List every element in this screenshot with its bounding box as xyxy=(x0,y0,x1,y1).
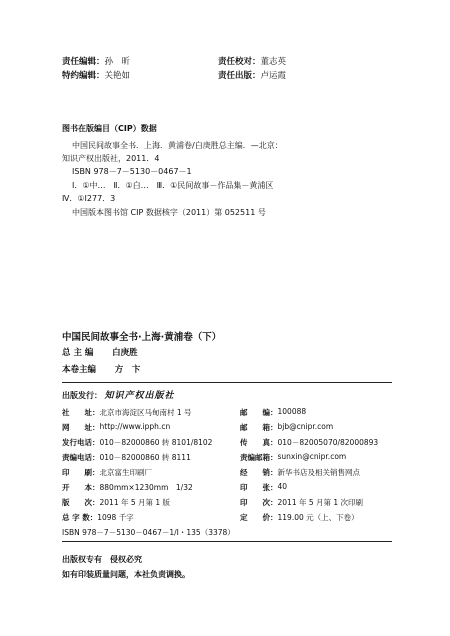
volume-editor-line xyxy=(62,363,140,375)
editor-label: 责任编辑： xyxy=(62,57,105,67)
info-label: 印 张： xyxy=(240,483,278,492)
print-manager-value: 卢运霞 xyxy=(260,71,287,81)
info-label: 邮 箱： xyxy=(240,423,278,432)
info-label: 责编电话： xyxy=(62,453,100,462)
info-value: 1098 千字 xyxy=(97,513,134,522)
info-value: 100088 xyxy=(277,407,307,416)
info-label: 发行电话： xyxy=(62,438,100,447)
info-value: sunxin@cnipr.com xyxy=(277,452,347,461)
info-row xyxy=(240,422,333,433)
info-label: 版 次： xyxy=(62,498,100,507)
proofreader-value: 董志英 xyxy=(260,57,287,67)
info-row xyxy=(240,437,378,448)
info-value: 北京市海淀区马甸南村 1 号 xyxy=(99,408,192,417)
info-top-rule xyxy=(62,382,392,383)
cip-heading: 图书在版编目（CIP）数据 xyxy=(62,124,157,133)
info-row xyxy=(240,467,360,478)
info-label: 总 字 数： xyxy=(62,513,98,522)
special-editor-label: 特约编辑： xyxy=(62,71,105,81)
cip-footer: 中国版本图书馆 CIP 数据核字（2011）第 052511 号 xyxy=(72,208,266,217)
info-label: 定 价： xyxy=(240,513,278,522)
info-row xyxy=(62,497,170,508)
special-editor-line xyxy=(62,69,130,81)
info-value: 010－82000860 转 8111 xyxy=(99,453,191,462)
info-value: 010－82000860 转 8101/8102 xyxy=(99,438,213,447)
info-value: 新华书店及相关销售网点 xyxy=(277,468,360,477)
cip-line: Ⅳ．①I277．3 xyxy=(62,194,116,203)
cip-line: ISBN 978－7－5130－0467－1 xyxy=(72,167,192,176)
info-row xyxy=(62,407,192,418)
info-label: 社 址： xyxy=(62,408,100,417)
proofreader-label: 责任校对： xyxy=(218,57,261,67)
info-label: 传 真： xyxy=(240,438,278,447)
publisher-logo-text: 知识产权出版社 xyxy=(104,391,175,401)
info-row xyxy=(62,512,134,523)
book-title: 中国民间故事全书·上海·黄浦卷（下） xyxy=(62,332,222,343)
info-row xyxy=(240,407,306,418)
info-value: bjb@cnipr.com xyxy=(277,422,334,431)
editor-value: 孙 昕 xyxy=(104,57,131,67)
cip-line: 知识产权出版社，2011．4 xyxy=(62,154,160,163)
info-label: 经 销： xyxy=(240,468,278,477)
cip-line: Ⅰ．①中… Ⅱ．①白… Ⅲ．①民间故事－作品集－黄浦区 xyxy=(72,181,274,190)
info-row xyxy=(240,512,359,523)
info-value: 119.00 元（上、下卷） xyxy=(277,513,359,522)
info-label: 印 次： xyxy=(240,498,278,507)
publisher-line xyxy=(62,388,175,401)
print-manager-label: 责任出版： xyxy=(218,71,261,81)
volume-editor-value: 方 卞 xyxy=(114,365,141,375)
special-editor-value: 关艳如 xyxy=(104,71,131,81)
info-row xyxy=(240,482,287,493)
info-label: 开 本： xyxy=(62,483,100,492)
info-value: 010－82005070/82000893 xyxy=(277,438,379,447)
info-label: 网 址： xyxy=(62,423,100,432)
info-row xyxy=(62,482,193,493)
chief-editor-label: 总 主 编 xyxy=(62,348,94,358)
volume-editor-label: 本卷主编 xyxy=(62,365,97,375)
isbn-full: ISBN 978－7－5130－0467－1/I・135（3378） xyxy=(62,528,235,537)
quality-notice: 如有印装质量问题，本社负责调换。 xyxy=(62,570,190,579)
chief-editor-line xyxy=(62,346,138,358)
info-value: 40 xyxy=(277,482,288,491)
info-label: 邮 编： xyxy=(240,408,278,417)
info-row xyxy=(62,452,191,463)
editor-line xyxy=(62,55,130,67)
info-value: 北京富生印刷厂 xyxy=(99,468,152,477)
info-value: 880mm×1230mm 1/32 xyxy=(99,483,193,492)
info-value: 2011 年 5 月第 1 次印刷 xyxy=(277,498,364,507)
info-bottom-rule xyxy=(62,541,392,542)
info-row xyxy=(62,467,152,478)
info-value: 2011 年 5 月第 1 版 xyxy=(99,498,171,507)
print-manager-line xyxy=(218,69,286,81)
rights-line: 出版权专有 侵权必究 xyxy=(62,555,142,564)
info-row xyxy=(62,422,170,433)
info-row xyxy=(62,437,212,448)
info-row xyxy=(240,497,363,508)
info-label: 责编邮箱： xyxy=(240,453,278,462)
info-value: http://www.ipph.cn xyxy=(99,422,171,431)
info-label: 印 刷： xyxy=(62,468,100,477)
publisher-label: 出版发行： xyxy=(62,391,102,400)
proofreader-line xyxy=(218,55,286,67)
info-row xyxy=(240,452,346,463)
cip-line: 中国民间故事全书．上海．黄浦卷/白庚胜总主编．—北京： xyxy=(72,141,283,150)
chief-editor-value: 白庚胜 xyxy=(112,348,138,358)
